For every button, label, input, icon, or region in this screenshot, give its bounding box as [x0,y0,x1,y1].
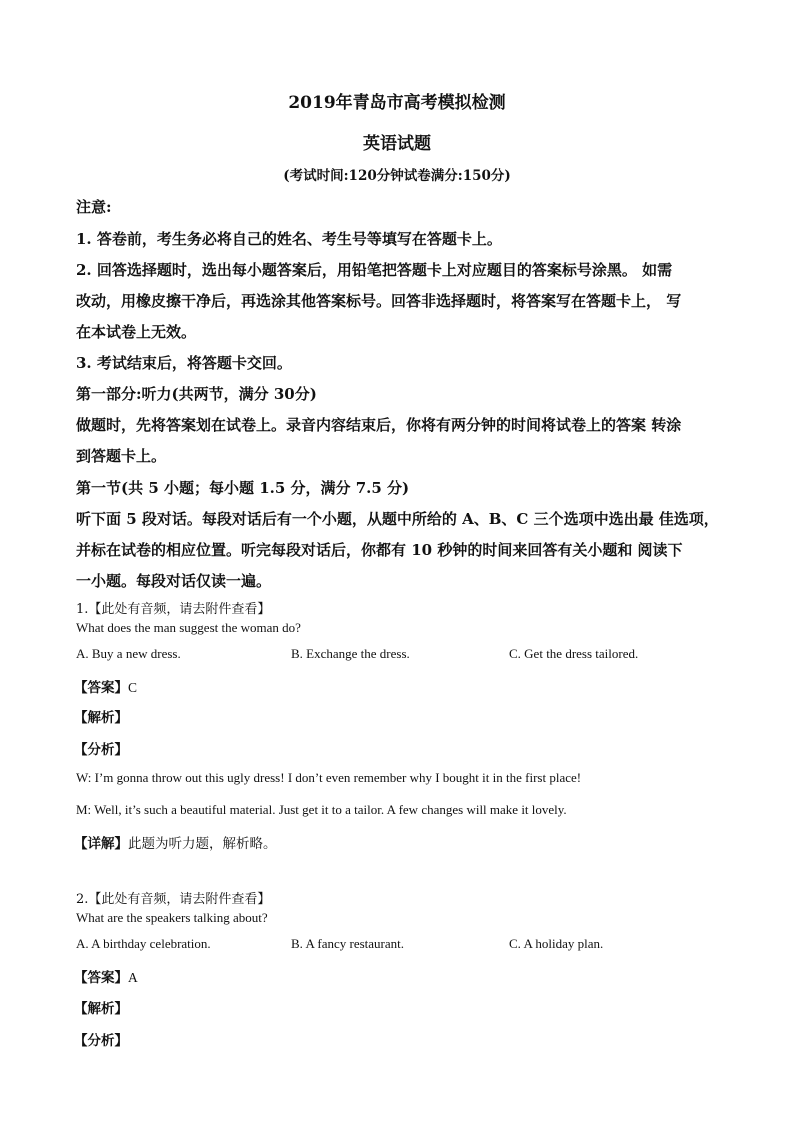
question-1-dialogue-w: W: I’m gonna throw out this ugly dress! I don’t even remember why I bought it in the first place! [76,770,582,785]
section1-line-2: 并标在试卷的相应位置。听完每段对话后，你都有 10 秒钟的时间来回答有关小题和 阅读下 [76,541,683,559]
question-2-option-c: C. A holiday plan. [509,936,604,951]
note-item-1: 1. 答卷前，考生务必将自己的姓名、考生号等填写在答题卡上。 [76,230,502,248]
question-1-dialogue-m: M: Well, it’s such a beautiful material. Just get it to a tailor. A few changes will make it lovely. [76,802,567,817]
question-2-answer [74,966,138,986]
part1-instruction-line-2: 到答题卡上。 [76,447,167,465]
question-2-head: 2.【此处有音频，请去附件查看】 [76,892,271,907]
question-1-analysis-label: 【解析】 [74,710,128,726]
section1-line-3: 一小题。每段对话仅读一遍。 [76,572,272,590]
question-1-fenxi-label: 【分析】 [74,742,128,758]
question-1-answer [74,676,137,696]
question-2-option-a: A. A birthday celebration. [76,936,211,951]
question-1-option-a: A. Buy a new dress. [76,646,181,661]
answer-value: C [128,680,138,695]
question-2-fenxi-label: 【分析】 [74,1033,128,1049]
question-1-detail [74,832,277,852]
section1-heading: 第一节(共 5 小题；每小题 1.5 分，满分 7.5 分) [76,479,410,497]
detail-text: 此题为听力题，解析略。 [128,836,277,852]
question-1-option-b: B. Exchange the dress. [291,646,410,661]
answer-label: 【答案】 [74,680,128,696]
question-1-text: What does the man suggest the woman do? [76,620,301,635]
note-item-2-line-3: 在本试卷上无效。 [76,323,197,341]
detail-label: 【详解】 [74,836,128,852]
note-item-2-line-2: 改动，用橡皮擦干净后，再选涂其他答案标号。回答非选择题时，将答案写在答题卡上， 写 [76,292,682,310]
question-1-option-c: C. Get the dress tailored. [509,646,639,661]
exam-subtitle: 英语试题 [363,134,431,154]
notes-heading: 注意: [76,198,112,216]
question-2-option-b: B. A fancy restaurant. [291,936,404,951]
answer-value: A [128,970,138,985]
exam-title: 2019年青岛市高考模拟检测 [288,93,506,113]
note-item-2-line-1: 2. 回答选择题时，选出每小题答案后，用铅笔把答题卡上对应题目的答案标号涂黑。 如需 [76,261,673,279]
part1-heading: 第一部分:听力(共两节，满分 30分) [76,385,317,403]
question-1-head: 1.【此处有音频，请去附件查看】 [76,602,271,617]
answer-label: 【答案】 [74,970,128,986]
note-item-3: 3. 考试结束后，将答题卡交回。 [76,354,292,372]
exam-info: (考试时间:120分钟试卷满分:150分) [283,168,511,184]
section1-line-1: 听下面 5 段对话。每段对话后有一个小题，从题中所给的 A、B、C 三个选项中选出最 佳选项， [76,510,719,528]
part1-instruction-line-1: 做题时，先将答案划在试卷上。录音内容结束后，你将有两分钟的时间将试卷上的答案 转涂 [76,416,682,434]
question-2-analysis-label: 【解析】 [74,1001,128,1017]
question-2-text: What are the speakers talking about? [76,910,268,925]
